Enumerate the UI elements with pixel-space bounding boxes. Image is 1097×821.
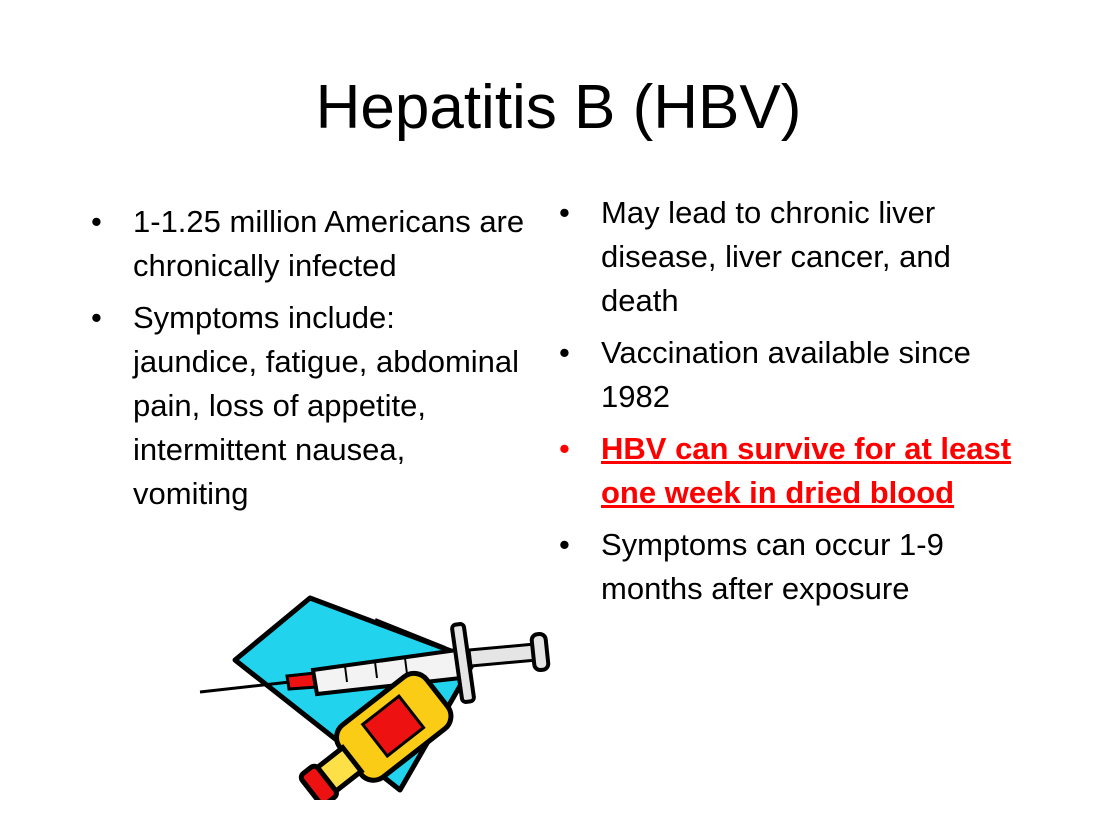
plunger-rod: [469, 644, 537, 666]
bullet-marker: •: [91, 300, 102, 335]
bullet-item: [553, 191, 1023, 323]
bullet-item: [553, 331, 1023, 419]
bullet-item: [85, 200, 525, 288]
bullet-marker: •: [91, 204, 102, 239]
highlighted-bullet-text: HBV can survive for at least one week in dried blood: [601, 431, 1012, 510]
bullet-text: May lead to chronic liver disease, liver cancer, and death: [601, 195, 951, 318]
bullet-marker: •: [559, 195, 570, 230]
syringe-and-vial-icon: [195, 590, 560, 800]
bullet-text: 1-1.25 million Americans are chronically infected: [133, 204, 525, 283]
right-bullet-list: [553, 191, 1023, 619]
bullet-text: Symptoms can occur 1-9 months after exposure: [601, 527, 944, 606]
bullet-marker: •: [559, 431, 570, 466]
left-bullet-list: [85, 200, 525, 524]
bullet-text: Vaccination available since 1982: [601, 335, 971, 414]
bullet-marker: •: [559, 527, 570, 562]
bullet-item: [553, 523, 1023, 611]
plunger-cap: [531, 633, 549, 670]
bullet-item: [85, 296, 525, 516]
bullet-marker: •: [559, 335, 570, 370]
bullet-text: Symptoms include: jaundice, fatigue, abdominal pain, loss of appetite, intermittent nausea, vomiting: [133, 300, 520, 511]
slide-title: Hepatitis B (HBV): [315, 73, 802, 142]
bullet-item-highlight: [553, 427, 1023, 515]
